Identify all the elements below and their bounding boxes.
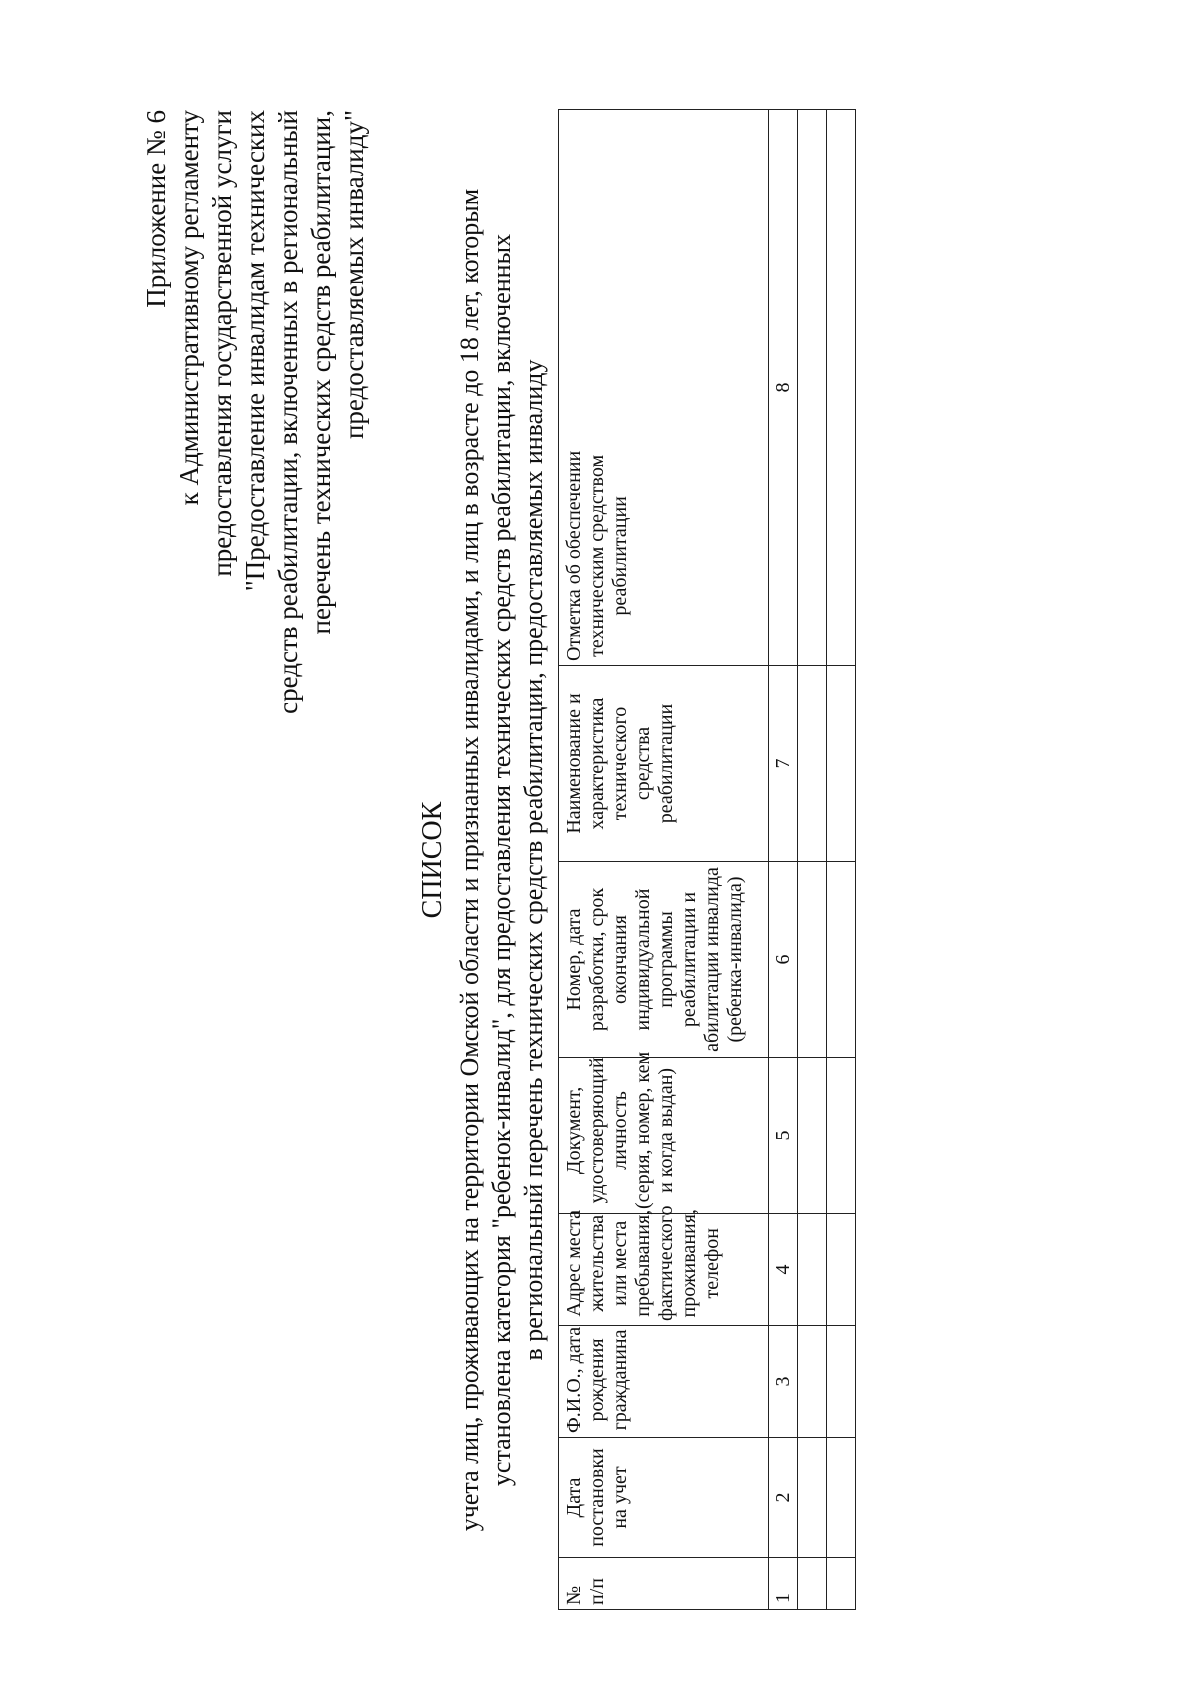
table-cell: [798, 666, 827, 862]
table-cell: [827, 1214, 856, 1326]
column-number-cell: 3: [769, 1326, 798, 1438]
header-rehab-device: Наименование и характеристика технического средства реабилитации: [559, 666, 769, 862]
subtitle-line: учета лиц, проживающих на территории Омской области и признанных инвалидами, и лиц в возрасте до 18 лет, которым: [455, 188, 484, 1532]
document-subtitle: [454, 110, 550, 1610]
appendix-line: средств реабилитации, включенных в региональный: [273, 110, 303, 714]
appendix-line: "Предоставление инвалидам технических: [240, 110, 270, 592]
appendix-line: перечень технических средств реабилитации,: [306, 110, 336, 635]
column-number-cell: 2: [769, 1438, 798, 1558]
table-cell: [827, 862, 856, 1058]
column-number-cell: 1: [769, 1558, 798, 1610]
table-cell: [798, 1558, 827, 1610]
subtitle-line: в региональный перечень технических средств реабилитации, предоставляемых инвалиду: [519, 359, 548, 1361]
table-row: [798, 110, 827, 1610]
appendix-header: [140, 110, 371, 830]
subtitle-line: установлена категория "ребенок-инвалид", для предоставления технических средств реабилитации, включенных: [487, 233, 516, 1487]
registry-table: [558, 109, 856, 1610]
table-cell: [827, 1558, 856, 1610]
appendix-line: к Административному регламенту: [174, 110, 204, 506]
header-provision-mark: Отметка об обеспечении техническим средством реабилитации: [559, 110, 769, 666]
table-cell: [827, 1326, 856, 1438]
table-row: [827, 110, 856, 1610]
appendix-line: Приложение № 6: [141, 110, 171, 308]
appendix-line: предоставления государственной услуги: [207, 110, 237, 577]
column-number-cell: 7: [769, 666, 798, 862]
landscape-page: [140, 110, 980, 1610]
header-address: Адрес места жительства или места пребывания, фактического проживания, телефон: [559, 1214, 769, 1326]
table-cell: [827, 110, 856, 666]
table-cell: [798, 862, 827, 1058]
header-full-name: Ф.И.О., дата рождения гражданина: [559, 1326, 769, 1438]
table-cell: [798, 1058, 827, 1214]
column-number-cell: 5: [769, 1058, 798, 1214]
table-cell: [798, 1214, 827, 1326]
table-cell: [827, 1438, 856, 1558]
appendix-line: предоставляемых инвалиду": [339, 110, 369, 440]
header-rehab-program: Номер, дата разработки, срок окончания индивидуальной программы реабилитации и абилитации инвалида (ребенка-инвалида): [559, 862, 769, 1058]
header-identity-document: Документ, удостоверяющий личность (серия, номер, кем и когда выдан): [559, 1058, 769, 1214]
column-number-cell: 4: [769, 1214, 798, 1326]
table-cell: [798, 1438, 827, 1558]
table-cell: [798, 1326, 827, 1438]
table-cell: [827, 666, 856, 862]
document-title: СПИСОК: [417, 801, 448, 919]
column-number-cell: 6: [769, 862, 798, 1058]
column-number-cell: 8: [769, 110, 798, 666]
header-number: № п/п: [559, 1558, 769, 1610]
table-cell: [798, 110, 827, 666]
table-cell: [827, 1058, 856, 1214]
header-registration-date: Дата постановки на учет: [559, 1438, 769, 1558]
table-header-row: [559, 110, 769, 1610]
table-number-row: [769, 110, 798, 1610]
